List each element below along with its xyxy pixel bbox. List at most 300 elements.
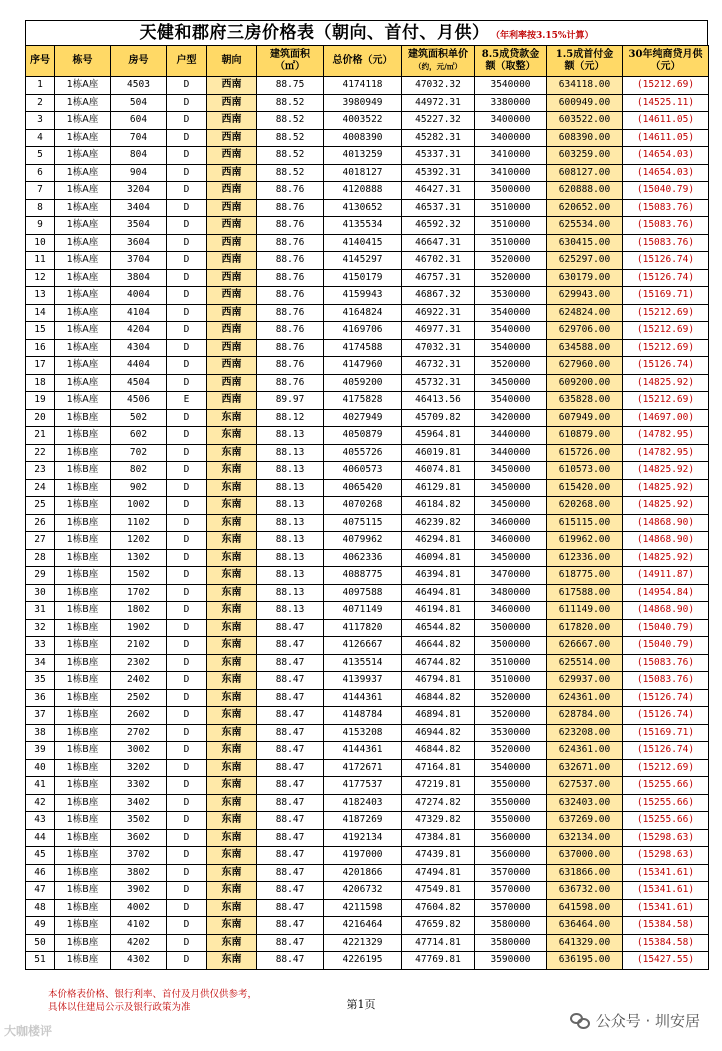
table-row: [26, 164, 709, 182]
table-row: [26, 549, 709, 567]
table-cell: 3400000: [475, 112, 547, 130]
table-cell: 47549.81: [402, 882, 475, 900]
table-cell: (15255.66): [623, 777, 709, 795]
table-cell: 619962.00: [547, 532, 623, 550]
table-cell: 东南: [207, 619, 257, 637]
table-cell: 1栋A座: [55, 339, 111, 357]
header-down-line2: 额（元）: [564, 61, 605, 72]
table-cell: 3500000: [475, 637, 547, 655]
table-cell: 西南: [207, 357, 257, 375]
table-cell: 629706.00: [547, 322, 623, 340]
table-cell: 东南: [207, 847, 257, 865]
table-cell: 1栋B座: [55, 917, 111, 935]
table-cell: 1栋A座: [55, 252, 111, 270]
table-cell: 623208.00: [547, 724, 623, 742]
table-cell: 1302: [111, 549, 167, 567]
table-cell: (15126.74): [623, 252, 709, 270]
table-cell: 4050879: [324, 427, 402, 445]
table-cell: 1栋B座: [55, 812, 111, 830]
table-cell: 4120888: [324, 182, 402, 200]
table-cell: 4164824: [324, 304, 402, 322]
table-cell: (14825.92): [623, 462, 709, 480]
table-cell: 88.52: [257, 112, 324, 130]
table-cell: D: [167, 777, 207, 795]
table-cell: 2102: [111, 637, 167, 655]
table-cell: 88.13: [257, 584, 324, 602]
header-unit-price: [402, 46, 475, 77]
table-cell: (14525.11): [623, 94, 709, 112]
table-cell: 628784.00: [547, 707, 623, 725]
table-cell: 630415.00: [547, 234, 623, 252]
table-cell: 88.76: [257, 322, 324, 340]
table-cell: 46294.81: [402, 532, 475, 550]
table-cell: 3530000: [475, 724, 547, 742]
table-cell: 西南: [207, 339, 257, 357]
table-cell: 88.47: [257, 812, 324, 830]
table-cell: 641329.00: [547, 934, 623, 952]
table-cell: D: [167, 742, 207, 760]
table-cell: 610573.00: [547, 462, 623, 480]
table-cell: 4144361: [324, 742, 402, 760]
table-cell: 46744.82: [402, 654, 475, 672]
table-cell: 3204: [111, 182, 167, 200]
table-cell: 88.47: [257, 654, 324, 672]
table-cell: 1栋A座: [55, 269, 111, 287]
table-cell: (15083.76): [623, 234, 709, 252]
table-cell: 4008390: [324, 129, 402, 147]
table-cell: 4126667: [324, 637, 402, 655]
header-down-line1: 1.5成首付金: [555, 49, 614, 60]
table-row: [26, 724, 709, 742]
table-cell: 11: [26, 252, 55, 270]
table-cell: 1栋B座: [55, 934, 111, 952]
table-cell: 904: [111, 164, 167, 182]
table-cell: D: [167, 654, 207, 672]
table-cell: 608390.00: [547, 129, 623, 147]
table-cell: 4211598: [324, 899, 402, 917]
table-cell: 637000.00: [547, 847, 623, 865]
table-cell: 46239.82: [402, 514, 475, 532]
table-cell: 4174588: [324, 339, 402, 357]
table-cell: 603259.00: [547, 147, 623, 165]
table-body: [26, 77, 709, 970]
table-cell: 1栋B座: [55, 567, 111, 585]
table-cell: 3570000: [475, 899, 547, 917]
table-cell: D: [167, 462, 207, 480]
table-cell: 702: [111, 444, 167, 462]
table-cell: 4097588: [324, 584, 402, 602]
table-cell: 3470000: [475, 567, 547, 585]
table-cell: 604: [111, 112, 167, 130]
table-cell: (14825.92): [623, 549, 709, 567]
table-cell: 47714.81: [402, 934, 475, 952]
table-cell: 西南: [207, 322, 257, 340]
table-cell: 4159943: [324, 287, 402, 305]
table-cell: 88.13: [257, 532, 324, 550]
table-cell: 1栋B座: [55, 514, 111, 532]
table-cell: D: [167, 882, 207, 900]
table-cell: 东南: [207, 829, 257, 847]
table-cell: 46922.31: [402, 304, 475, 322]
table-cell: 4187269: [324, 812, 402, 830]
table-cell: 3450000: [475, 374, 547, 392]
table-cell: 88.76: [257, 339, 324, 357]
table-cell: 3602: [111, 829, 167, 847]
table-cell: 西南: [207, 304, 257, 322]
table-cell: 635828.00: [547, 392, 623, 410]
table-row: [26, 654, 709, 672]
table-cell: 1栋B座: [55, 882, 111, 900]
table-cell: (15040.79): [623, 637, 709, 655]
table-cell: 625514.00: [547, 654, 623, 672]
table-cell: 88.76: [257, 374, 324, 392]
table-cell: 29: [26, 567, 55, 585]
table-cell: 4204: [111, 322, 167, 340]
header-area: [257, 46, 324, 77]
table-cell: 4206732: [324, 882, 402, 900]
table-cell: D: [167, 812, 207, 830]
table-cell: 48: [26, 899, 55, 917]
table-row: [26, 584, 709, 602]
table-cell: (14868.90): [623, 602, 709, 620]
table-cell: 88.47: [257, 829, 324, 847]
table-cell: 46844.82: [402, 689, 475, 707]
table-cell: 1栋B座: [55, 619, 111, 637]
table-cell: D: [167, 234, 207, 252]
table-cell: 88.47: [257, 742, 324, 760]
table-cell: 46977.31: [402, 322, 475, 340]
table-cell: 636732.00: [547, 882, 623, 900]
table-cell: 4013259: [324, 147, 402, 165]
table-cell: (15298.63): [623, 847, 709, 865]
table-cell: 4060573: [324, 462, 402, 480]
table-cell: 1栋B座: [55, 689, 111, 707]
table-cell: 3440000: [475, 444, 547, 462]
table-cell: 东南: [207, 479, 257, 497]
table-cell: 617820.00: [547, 619, 623, 637]
table-cell: 3570000: [475, 882, 547, 900]
table-cell: (14954.84): [623, 584, 709, 602]
table-cell: 47164.81: [402, 759, 475, 777]
table-cell: 46544.82: [402, 619, 475, 637]
table-cell: D: [167, 199, 207, 217]
table-cell: 1栋A座: [55, 77, 111, 95]
table-cell: (15040.79): [623, 182, 709, 200]
table-cell: D: [167, 357, 207, 375]
table-cell: 3550000: [475, 812, 547, 830]
table-cell: 43: [26, 812, 55, 830]
table-cell: E: [167, 392, 207, 410]
table-cell: (15212.69): [623, 339, 709, 357]
table-cell: 45227.32: [402, 112, 475, 130]
table-cell: 46494.81: [402, 584, 475, 602]
table-cell: 4065420: [324, 479, 402, 497]
table-cell: (14654.03): [623, 164, 709, 182]
table-cell: 88.12: [257, 409, 324, 427]
table-cell: (15212.69): [623, 304, 709, 322]
header-room: 房号: [111, 46, 167, 77]
table-cell: 17: [26, 357, 55, 375]
table-cell: 4147960: [324, 357, 402, 375]
table-cell: 4148784: [324, 707, 402, 725]
table-cell: 88.76: [257, 199, 324, 217]
table-cell: 1栋B座: [55, 742, 111, 760]
table-cell: 88.75: [257, 77, 324, 95]
table-cell: 88.47: [257, 672, 324, 690]
table-cell: 45337.31: [402, 147, 475, 165]
table-row: [26, 77, 709, 95]
table-cell: 42: [26, 794, 55, 812]
table-cell: 4075115: [324, 514, 402, 532]
table-cell: 3540000: [475, 339, 547, 357]
table-cell: 615115.00: [547, 514, 623, 532]
table-cell: 49: [26, 917, 55, 935]
table-cell: D: [167, 794, 207, 812]
table-cell: 1栋A座: [55, 217, 111, 235]
table-cell: 4027949: [324, 409, 402, 427]
table-cell: 626667.00: [547, 637, 623, 655]
sheet-title: 天健和郡府三房价格表（朝向、首付、月供）: [139, 23, 490, 43]
table-cell: D: [167, 182, 207, 200]
table-cell: D: [167, 427, 207, 445]
table-cell: 1栋B座: [55, 532, 111, 550]
table-cell: 4153208: [324, 724, 402, 742]
table-cell: 3440000: [475, 427, 547, 445]
table-cell: (14782.95): [623, 427, 709, 445]
table-cell: D: [167, 724, 207, 742]
table-cell: D: [167, 269, 207, 287]
table-cell: 1栋B座: [55, 794, 111, 812]
sheet-title-row: [25, 20, 708, 45]
table-cell: (15083.76): [623, 199, 709, 217]
table-cell: (15083.76): [623, 654, 709, 672]
table-cell: (15384.58): [623, 917, 709, 935]
table-cell: 东南: [207, 689, 257, 707]
table-cell: 45: [26, 847, 55, 865]
table-cell: 624361.00: [547, 742, 623, 760]
table-cell: 4055726: [324, 444, 402, 462]
table-cell: 34: [26, 654, 55, 672]
table-cell: 3550000: [475, 794, 547, 812]
table-cell: 东南: [207, 409, 257, 427]
table-row: [26, 357, 709, 375]
table-cell: 1902: [111, 619, 167, 637]
table-cell: 4172671: [324, 759, 402, 777]
table-cell: 东南: [207, 672, 257, 690]
table-cell: 23: [26, 462, 55, 480]
table-row: [26, 707, 709, 725]
table-cell: 3500000: [475, 619, 547, 637]
table-cell: 1栋A座: [55, 94, 111, 112]
table-cell: D: [167, 444, 207, 462]
table-cell: 3504: [111, 217, 167, 235]
table-cell: 4139937: [324, 672, 402, 690]
table-cell: 1202: [111, 532, 167, 550]
table-cell: 1502: [111, 567, 167, 585]
table-cell: D: [167, 94, 207, 112]
table-cell: 32: [26, 619, 55, 637]
table-row: [26, 689, 709, 707]
table-cell: 3502: [111, 812, 167, 830]
header-orientation: 朝向: [207, 46, 257, 77]
table-cell: D: [167, 584, 207, 602]
table-cell: 632671.00: [547, 759, 623, 777]
table-cell: 东南: [207, 794, 257, 812]
table-cell: 47604.82: [402, 899, 475, 917]
table-cell: 2602: [111, 707, 167, 725]
table-cell: D: [167, 567, 207, 585]
table-cell: (15126.74): [623, 742, 709, 760]
table-cell: 28: [26, 549, 55, 567]
table-cell: (14868.90): [623, 514, 709, 532]
table-cell: D: [167, 619, 207, 637]
table-cell: 4004: [111, 287, 167, 305]
table-cell: 88.47: [257, 934, 324, 952]
table-row: [26, 602, 709, 620]
table-cell: 89.97: [257, 392, 324, 410]
table-cell: 25: [26, 497, 55, 515]
table-row: [26, 514, 709, 532]
table-cell: 636195.00: [547, 952, 623, 970]
table-cell: 10: [26, 234, 55, 252]
table-cell: 45392.31: [402, 164, 475, 182]
table-cell: 3420000: [475, 409, 547, 427]
table-cell: 东南: [207, 654, 257, 672]
table-cell: 1栋B座: [55, 497, 111, 515]
table-cell: 46894.81: [402, 707, 475, 725]
table-cell: 88.47: [257, 882, 324, 900]
table-cell: 88.76: [257, 217, 324, 235]
table-cell: (15212.69): [623, 759, 709, 777]
table-cell: 41: [26, 777, 55, 795]
table-cell: 15: [26, 322, 55, 340]
table-cell: 21: [26, 427, 55, 445]
table-cell: 627537.00: [547, 777, 623, 795]
table-row: [26, 917, 709, 935]
table-cell: 1栋A座: [55, 112, 111, 130]
table-cell: 2702: [111, 724, 167, 742]
table-cell: (15341.61): [623, 864, 709, 882]
table-cell: 1栋B座: [55, 672, 111, 690]
header-area-line2: （㎡）: [275, 61, 305, 72]
table-cell: D: [167, 514, 207, 532]
table-cell: (15427.55): [623, 952, 709, 970]
table-cell: D: [167, 602, 207, 620]
table-cell: 632403.00: [547, 794, 623, 812]
table-cell: 88.13: [257, 444, 324, 462]
table-cell: 602: [111, 427, 167, 445]
table-cell: 1栋B座: [55, 777, 111, 795]
table-cell: D: [167, 864, 207, 882]
table-cell: 西南: [207, 77, 257, 95]
table-cell: 88.76: [257, 357, 324, 375]
table-cell: 4226195: [324, 952, 402, 970]
header-row: [26, 46, 709, 77]
table-cell: 603522.00: [547, 112, 623, 130]
table-row: [26, 794, 709, 812]
header-area-line1: 建筑面积: [270, 49, 310, 60]
table-cell: 46867.32: [402, 287, 475, 305]
table-row: [26, 409, 709, 427]
table-row: [26, 742, 709, 760]
table-cell: 4201866: [324, 864, 402, 882]
table-cell: 东南: [207, 864, 257, 882]
table-cell: 16: [26, 339, 55, 357]
table-cell: 3500000: [475, 182, 547, 200]
table-cell: 东南: [207, 899, 257, 917]
table-cell: 西南: [207, 112, 257, 130]
table-row: [26, 234, 709, 252]
table-cell: 624824.00: [547, 304, 623, 322]
table-cell: 4135514: [324, 654, 402, 672]
table-cell: 1栋B座: [55, 602, 111, 620]
table-cell: 88.47: [257, 777, 324, 795]
table-cell: D: [167, 77, 207, 95]
table-cell: 4144361: [324, 689, 402, 707]
table-cell: 1栋A座: [55, 304, 111, 322]
table-row: [26, 812, 709, 830]
table-cell: 西南: [207, 129, 257, 147]
table-cell: 3450000: [475, 549, 547, 567]
table-cell: 1栋A座: [55, 287, 111, 305]
table-cell: D: [167, 759, 207, 777]
table-cell: 45964.81: [402, 427, 475, 445]
table-cell: D: [167, 129, 207, 147]
table-cell: 19: [26, 392, 55, 410]
table-cell: (14654.03): [623, 147, 709, 165]
table-cell: D: [167, 532, 207, 550]
table-cell: 东南: [207, 567, 257, 585]
table-cell: 88.76: [257, 269, 324, 287]
table-cell: 东南: [207, 882, 257, 900]
table-cell: 3580000: [475, 934, 547, 952]
table-cell: 1栋A座: [55, 182, 111, 200]
table-cell: (15169.71): [623, 724, 709, 742]
header-monthly-line1: 30年纯商贷月供: [628, 49, 703, 60]
table-cell: 4404: [111, 357, 167, 375]
table-cell: 46074.81: [402, 462, 475, 480]
table-cell: 3802: [111, 864, 167, 882]
table-cell: 88.13: [257, 427, 324, 445]
table-cell: 1: [26, 77, 55, 95]
table-cell: 46592.32: [402, 217, 475, 235]
table-cell: 2502: [111, 689, 167, 707]
table-cell: D: [167, 304, 207, 322]
table-cell: 46427.31: [402, 182, 475, 200]
table-cell: 4070268: [324, 497, 402, 515]
table-cell: 88.76: [257, 234, 324, 252]
table-cell: 26: [26, 514, 55, 532]
table-cell: 1802: [111, 602, 167, 620]
table-cell: 47329.82: [402, 812, 475, 830]
watermark-left: 大咖楼评: [4, 1024, 53, 1038]
table-cell: 3520000: [475, 742, 547, 760]
table-cell: 3510000: [475, 217, 547, 235]
table-row: [26, 339, 709, 357]
table-cell: 1栋A座: [55, 357, 111, 375]
table-cell: 44972.31: [402, 94, 475, 112]
table-cell: 1栋B座: [55, 829, 111, 847]
table-cell: 24: [26, 479, 55, 497]
table-cell: 4071149: [324, 602, 402, 620]
table-cell: 46: [26, 864, 55, 882]
table-cell: 西南: [207, 182, 257, 200]
table-cell: 44: [26, 829, 55, 847]
table-cell: 88.13: [257, 479, 324, 497]
table-cell: 1002: [111, 497, 167, 515]
table-cell: 629943.00: [547, 287, 623, 305]
table-cell: 1栋B座: [55, 409, 111, 427]
